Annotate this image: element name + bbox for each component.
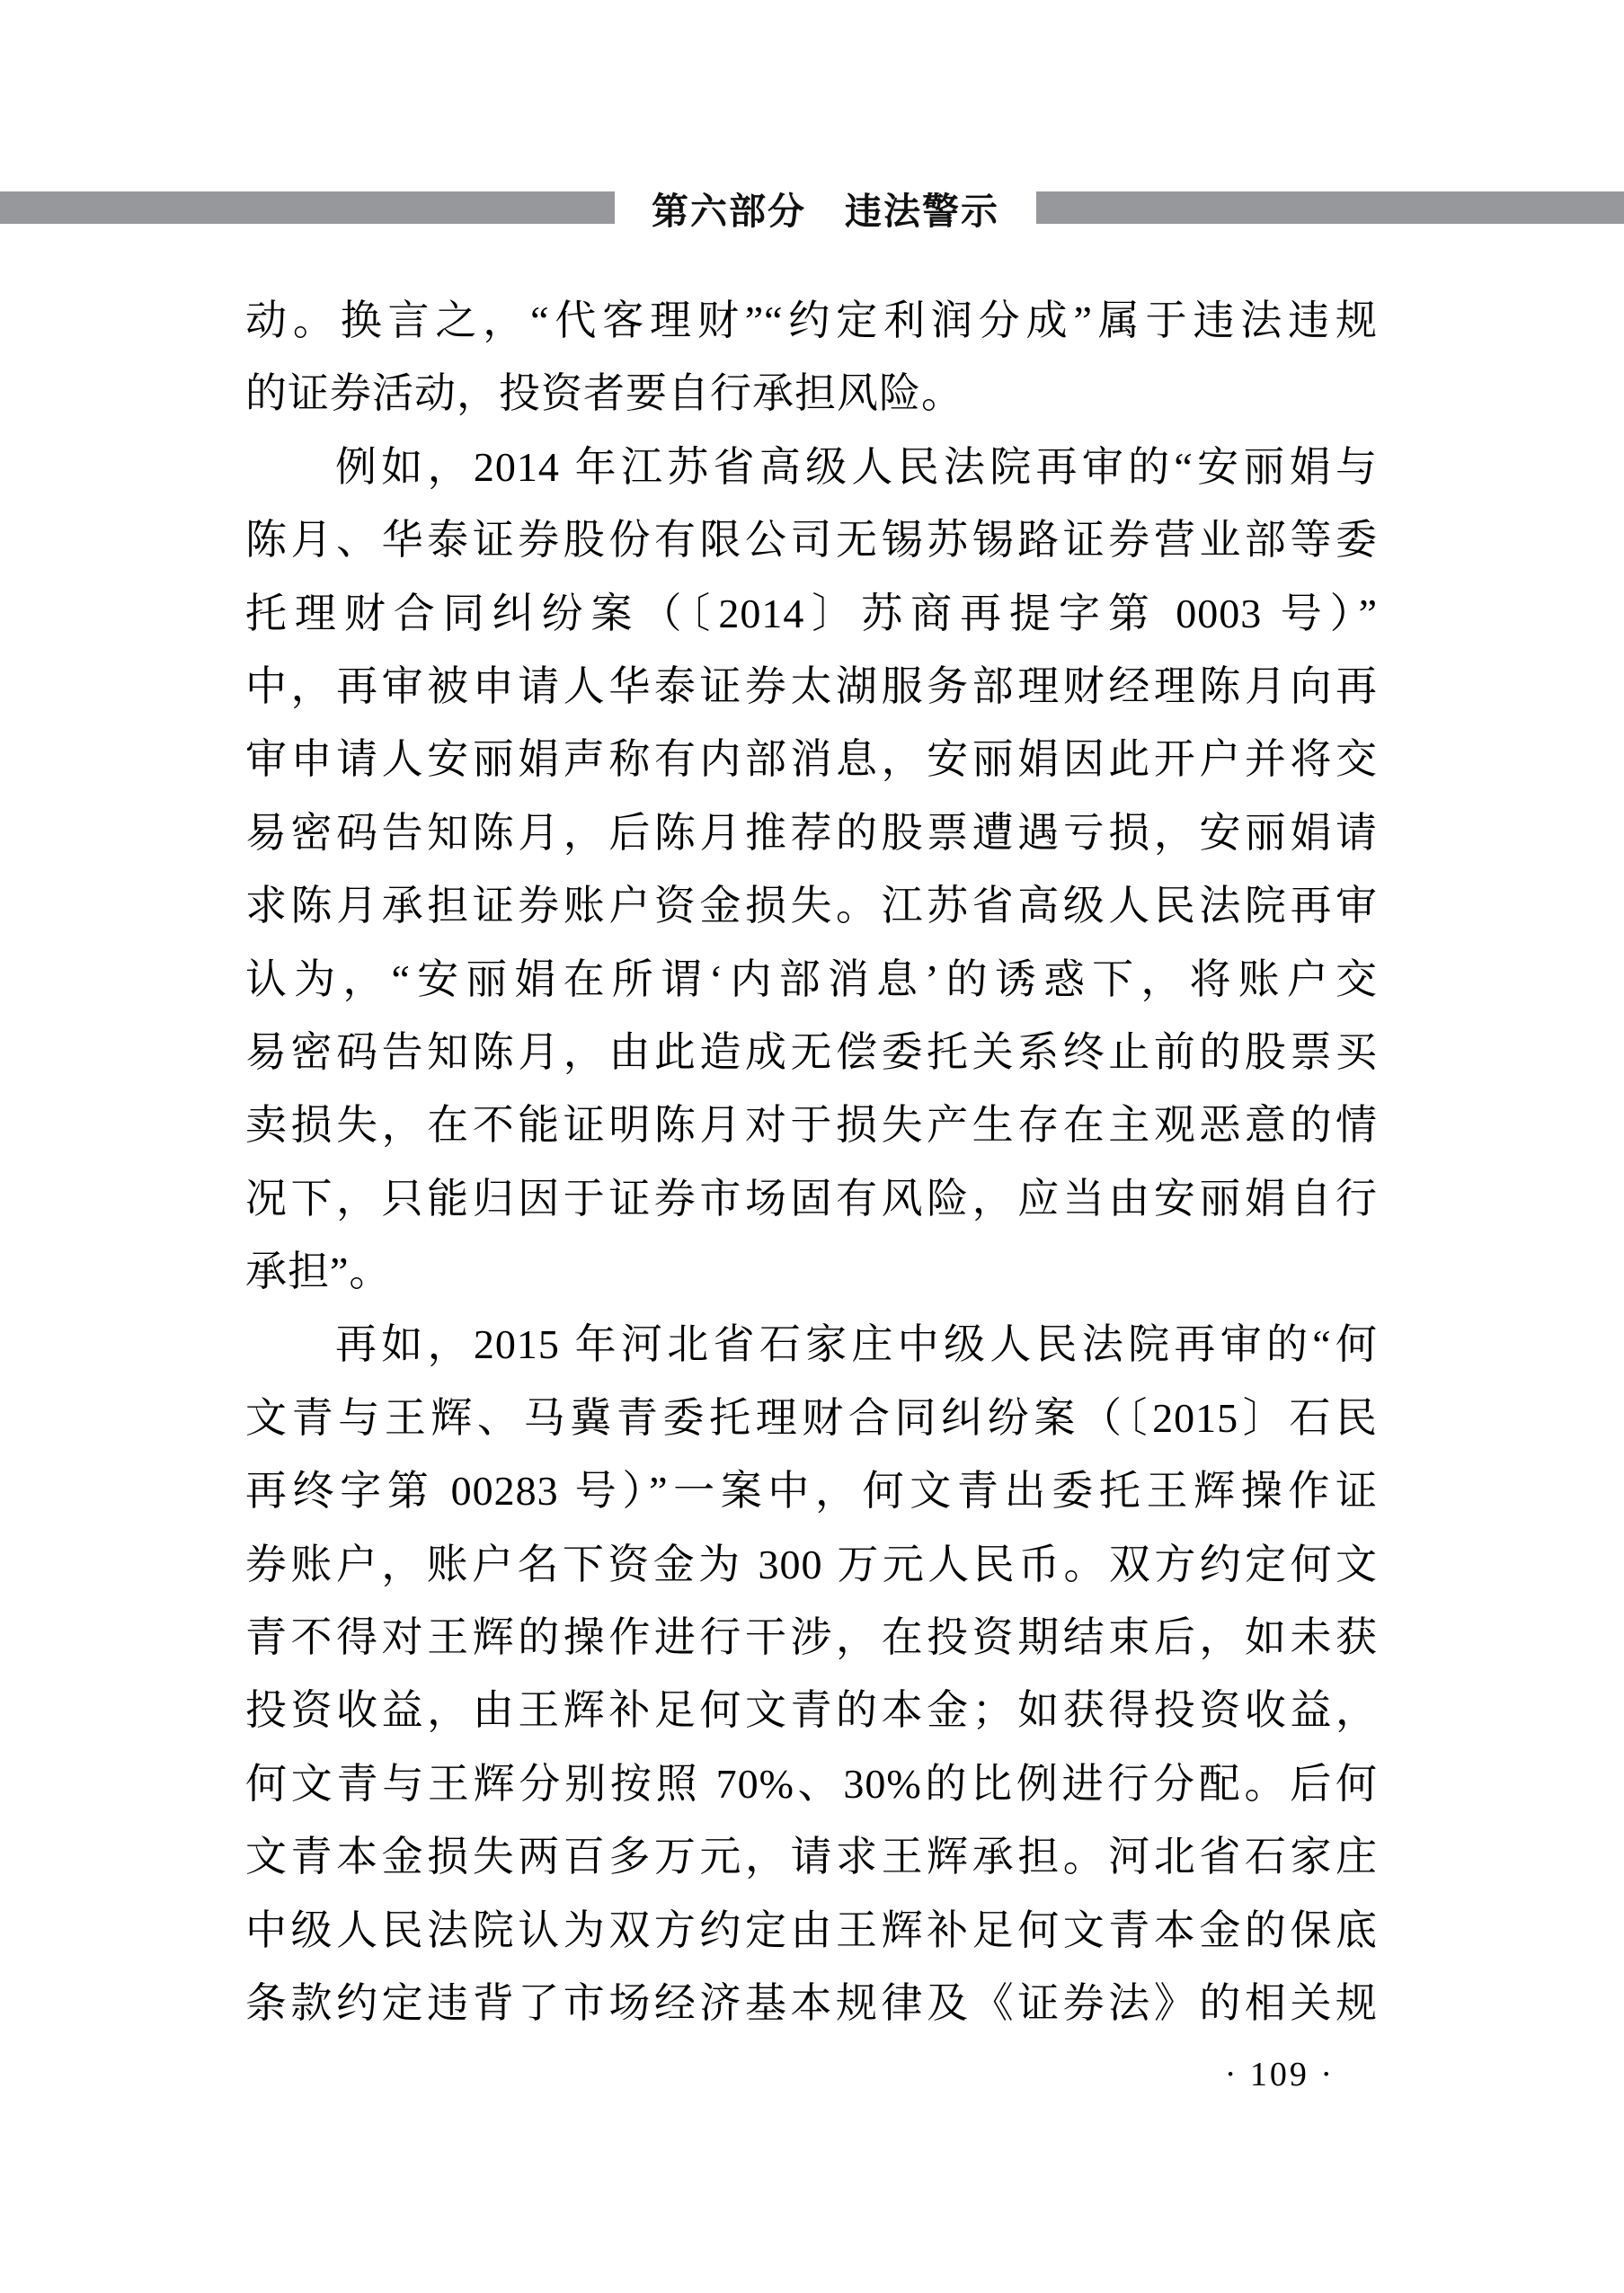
text-line: 中，再审被申请人华泰证券太湖服务部理财经理陈月向再 <box>245 662 1378 709</box>
text-line: 陈月、华泰证券股份有限公司无锡苏锡路证券营业部等委 <box>245 517 1378 564</box>
text-line: 条款约定违背了市场经济基本规律及《证券法》的相关规 <box>245 1979 1378 2026</box>
text-line: 卖损失，在不能证明陈月对于损失产生存在主观恶意的情 <box>245 1102 1378 1149</box>
text-line: 券账户，账户名下资金为 300 万元人民币。双方约定何文 <box>245 1541 1378 1587</box>
text-line: 托理财合同纠纷案（〔2014〕苏商再提字第 0003 号）” <box>245 590 1378 636</box>
text-line: 何文青与王辉分别按照 70%、30%的比例进行分配。后何 <box>245 1760 1378 1807</box>
text-line: 文青与王辉、马冀青委托理财合同纠纷案（〔2015〕石民 <box>245 1394 1378 1441</box>
text-line: 况下，只能归因于证券市场固有风险，应当由安丽娟自行 <box>245 1175 1378 1222</box>
text-line: 易密码告知陈月，由此造成无偿委托关系终止前的股票买 <box>245 1028 1378 1075</box>
text-line: 中级人民法院认为双方约定由王辉补足何文青本金的保底 <box>245 1906 1378 1953</box>
text-line: 求陈月承担证券账户资金损失。江苏省高级人民法院再审 <box>245 883 1378 929</box>
text-line: 易密码告知陈月，后陈月推荐的股票遭遇亏损，安丽娟请 <box>245 809 1378 856</box>
body-text <box>245 284 1378 2040</box>
text-line: 的证券活动，投资者要自行承担风险。 <box>245 370 963 417</box>
text-line: 动。换言之，“代客理财”“约定利润分成”属于违法违规 <box>245 298 1378 343</box>
header-bar-left <box>0 191 615 224</box>
text-line: 青不得对王辉的操作进行干涉，在投资期结束后，如未获 <box>245 1614 1378 1661</box>
header-bar-right <box>1036 191 1624 224</box>
text-line: 例如，2014 年江苏省高级人民法院再审的“安丽娟与 <box>335 443 1378 490</box>
text-line: 审申请人安丽娟声称有内部消息，安丽娟因此开户并将交 <box>245 736 1378 783</box>
text-line: 再终字第 00283 号）”一案中，何文青出委托王辉操作证 <box>245 1468 1378 1515</box>
text-line: 投资收益，由王辉补足何文青的本金；如获得投资收益， <box>245 1687 1378 1734</box>
section-header-title: 第六部分 违法警示 <box>652 190 999 232</box>
text-line: 承担”。 <box>245 1249 392 1295</box>
page-number: · 109 · <box>1224 2056 1335 2093</box>
text-line: 认为，“安丽娟在所谓‘内部消息’的诱惑下，将账户交 <box>245 955 1378 1002</box>
text-line: 文青本金损失两百多万元，请求王辉承担。河北省石家庄 <box>245 1834 1378 1880</box>
text-line: 再如，2015 年河北省石家庄中级人民法院再审的“何 <box>335 1321 1378 1368</box>
